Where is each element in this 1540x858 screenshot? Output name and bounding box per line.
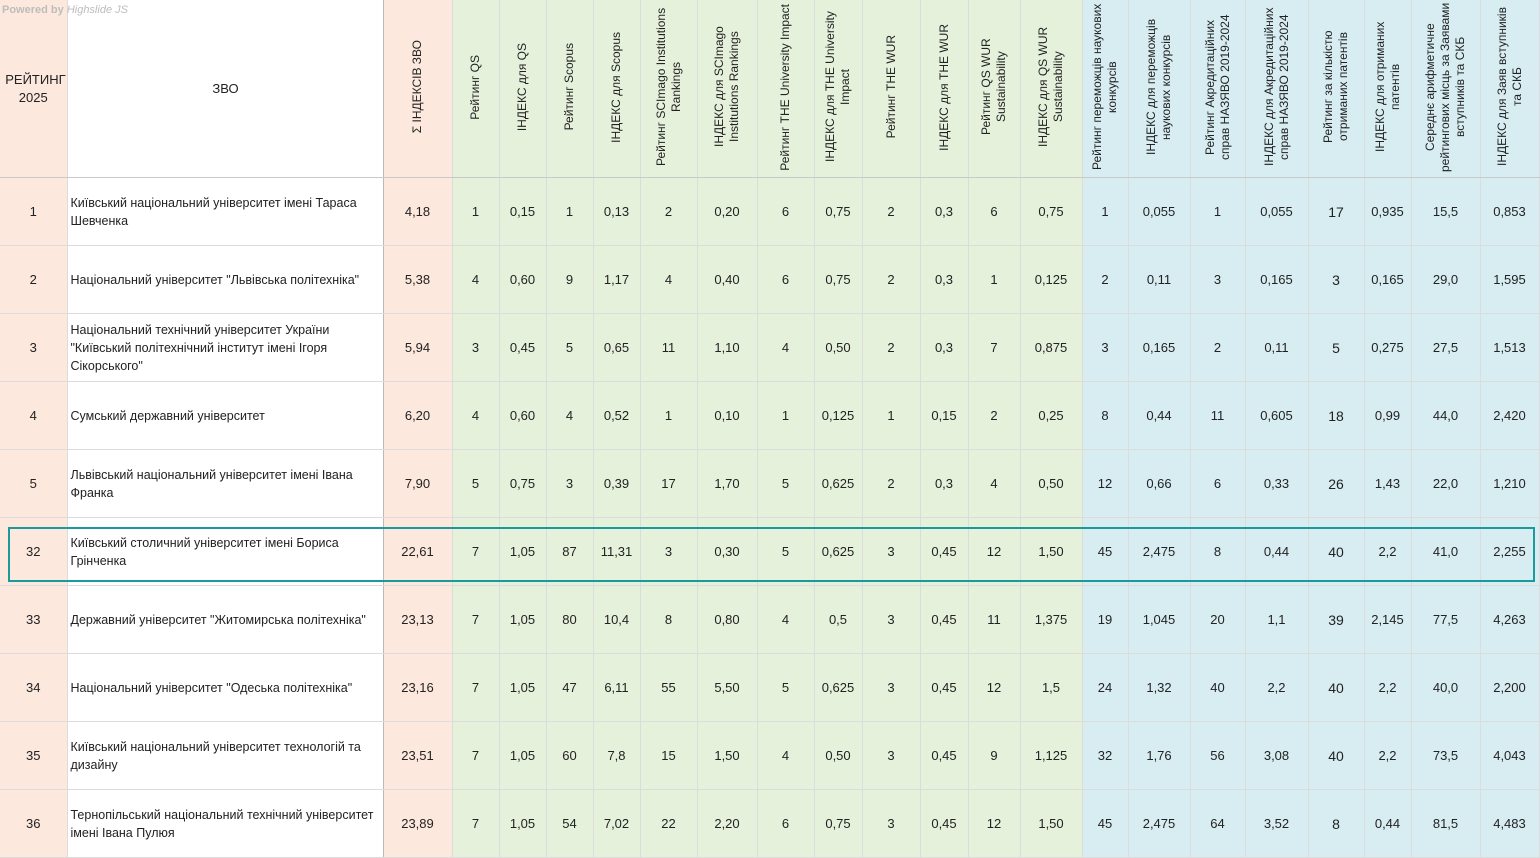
value-cell: 23,89	[383, 790, 452, 858]
value-cell: 7	[452, 518, 499, 586]
value-cell: 19	[1082, 586, 1128, 654]
value-cell: 6	[968, 178, 1020, 246]
value-cell: 0,30	[697, 518, 757, 586]
value-cell: 0,3	[920, 450, 968, 518]
value-cell: 0,165	[1245, 246, 1308, 314]
value-cell: 0,44	[1128, 382, 1190, 450]
value-cell: 1	[640, 382, 697, 450]
value-cell: 0,45	[920, 654, 968, 722]
value-cell: 5,94	[383, 314, 452, 382]
value-cell: 1,05	[499, 722, 546, 790]
table-row	[0, 450, 1539, 518]
value-cell: 0,65	[593, 314, 640, 382]
value-cell: 3	[1308, 246, 1364, 314]
value-cell: 41,0	[1411, 518, 1480, 586]
value-cell: 0,125	[814, 382, 862, 450]
value-cell: 1,375	[1020, 586, 1082, 654]
value-cell: 54	[546, 790, 593, 858]
institution-name-cell: Київський національний університет технологій та дизайну	[67, 722, 383, 790]
header-qs-sustainability-index	[1020, 0, 1082, 178]
value-cell: 40	[1308, 722, 1364, 790]
value-cell: 3	[1082, 314, 1128, 382]
header-label: Рейтинг QS	[468, 54, 482, 120]
value-cell: 4,263	[1480, 586, 1539, 654]
value-cell: 1,05	[499, 654, 546, 722]
header-the-impact-index	[814, 0, 862, 178]
rank-cell: 35	[0, 722, 67, 790]
value-cell: 1,210	[1480, 450, 1539, 518]
value-cell: 56	[1190, 722, 1245, 790]
value-cell: 23,16	[383, 654, 452, 722]
value-cell: 1	[757, 382, 814, 450]
header-label: ІНДЕКС для THE University Impact	[823, 11, 852, 163]
value-cell: 3	[452, 314, 499, 382]
institution-name-cell: Київський національний університет імені Тараса Шевченка	[67, 178, 383, 246]
value-cell: 3	[862, 722, 920, 790]
value-cell: 0,625	[814, 450, 862, 518]
table-row	[0, 246, 1539, 314]
header-label: Середнє арифметичне рейтингових місць за Заявами вступників та СКБ	[1423, 2, 1467, 172]
value-cell: 0,80	[697, 586, 757, 654]
header-label: ІНДЕКС для QS WUR Sustainability	[1036, 26, 1065, 148]
value-cell: 0,165	[1364, 246, 1411, 314]
value-cell: 7	[968, 314, 1020, 382]
value-cell: 0,50	[814, 722, 862, 790]
value-cell: 0,11	[1245, 314, 1308, 382]
rank-cell: 3	[0, 314, 67, 382]
rank-cell: 4	[0, 382, 67, 450]
value-cell: 1,50	[1020, 518, 1082, 586]
value-cell: 1	[968, 246, 1020, 314]
value-cell: 3	[862, 586, 920, 654]
value-cell: 44,0	[1411, 382, 1480, 450]
header-qs-sustainability-rank	[968, 0, 1020, 178]
value-cell: 0,99	[1364, 382, 1411, 450]
value-cell: 1,05	[499, 518, 546, 586]
header-scimago-rank	[640, 0, 697, 178]
value-cell: 4,043	[1480, 722, 1539, 790]
value-cell: 1,513	[1480, 314, 1539, 382]
header-institution	[67, 0, 383, 178]
rank-cell: 32	[0, 518, 67, 586]
institution-name-cell: Київський столичний університет імені Бориса Грінченка	[67, 518, 383, 586]
value-cell: 5,38	[383, 246, 452, 314]
value-cell: 1,17	[593, 246, 640, 314]
value-cell: 1	[1082, 178, 1128, 246]
value-cell: 0,11	[1128, 246, 1190, 314]
value-cell: 39	[1308, 586, 1364, 654]
institution-name-cell: Національний університет "Львівська політехніка"	[67, 246, 383, 314]
header-label: Рейтинг Scopus	[562, 43, 576, 131]
value-cell: 1,50	[697, 722, 757, 790]
value-cell: 0,40	[697, 246, 757, 314]
header-label: ІНДЕКС для отриманих патентів	[1372, 21, 1402, 153]
table-row	[0, 314, 1539, 382]
header-label: Рейтинг SCImago Institutions Rankings	[653, 7, 683, 167]
powered-by-label: Powered by Highslide JS	[2, 4, 128, 16]
header-grant-winners-rank	[1082, 0, 1128, 178]
value-cell: 2,2	[1364, 654, 1411, 722]
value-cell: 24	[1082, 654, 1128, 722]
header-label: Рейтинг Акредитаційних справ НАЗЯВО 2019-2024	[1202, 14, 1232, 160]
header-index-sum	[383, 0, 452, 178]
value-cell: 7	[452, 654, 499, 722]
value-cell: 1,05	[499, 586, 546, 654]
value-cell: 0,75	[814, 178, 862, 246]
value-cell: 9	[546, 246, 593, 314]
value-cell: 17	[640, 450, 697, 518]
value-cell: 1,1	[1245, 586, 1308, 654]
table-row	[0, 654, 1539, 722]
value-cell: 0,45	[920, 722, 968, 790]
header-label: Рейтинг QS WUR Sustainability	[979, 38, 1008, 136]
table-row	[0, 586, 1539, 654]
rank-cell: 5	[0, 450, 67, 518]
value-cell: 6	[757, 178, 814, 246]
value-cell: 80	[546, 586, 593, 654]
header-label: ІНДЕКС для Акредитаційних справ НАЗЯВО 2019-2024	[1261, 7, 1291, 167]
value-cell: 27,5	[1411, 314, 1480, 382]
value-cell: 12	[1082, 450, 1128, 518]
value-cell: 47	[546, 654, 593, 722]
value-cell: 4,483	[1480, 790, 1539, 858]
value-cell: 4	[640, 246, 697, 314]
value-cell: 0,45	[499, 314, 546, 382]
value-cell: 40	[1308, 518, 1364, 586]
header-the-wur-rank	[862, 0, 920, 178]
value-cell: 1,10	[697, 314, 757, 382]
value-cell: 0,60	[499, 382, 546, 450]
header-qs-index	[499, 0, 546, 178]
value-cell: 0,875	[1020, 314, 1082, 382]
value-cell: 20	[1190, 586, 1245, 654]
institution-name-cell: Національний технічний університет України "Київський політехнічний інститут імені Ігоря Сікорського"	[67, 314, 383, 382]
value-cell: 15,5	[1411, 178, 1480, 246]
value-cell: 73,5	[1411, 722, 1480, 790]
table-row	[0, 722, 1539, 790]
value-cell: 3	[546, 450, 593, 518]
table-row-highlighted	[0, 518, 1539, 586]
value-cell: 0,75	[499, 450, 546, 518]
value-cell: 0,853	[1480, 178, 1539, 246]
value-cell: 32	[1082, 722, 1128, 790]
value-cell: 5	[757, 518, 814, 586]
value-cell: 4	[968, 450, 1020, 518]
value-cell: 0,75	[1020, 178, 1082, 246]
value-cell: 1,05	[499, 790, 546, 858]
value-cell: 1	[546, 178, 593, 246]
value-cell: 0,45	[920, 586, 968, 654]
value-cell: 5	[452, 450, 499, 518]
value-cell: 3	[862, 654, 920, 722]
value-cell: 0,75	[814, 790, 862, 858]
value-cell: 12	[968, 654, 1020, 722]
value-cell: 6	[757, 246, 814, 314]
value-cell: 2,2	[1245, 654, 1308, 722]
value-cell: 2,145	[1364, 586, 1411, 654]
value-cell: 0,60	[499, 246, 546, 314]
value-cell: 45	[1082, 790, 1128, 858]
value-cell: 7,02	[593, 790, 640, 858]
value-cell: 2,20	[697, 790, 757, 858]
value-cell: 2	[862, 178, 920, 246]
header-scimago-index	[697, 0, 757, 178]
value-cell: 7,8	[593, 722, 640, 790]
header-label: Рейтинг переможців наукових конкурсів	[1090, 3, 1119, 171]
value-cell: 2,2	[1364, 722, 1411, 790]
value-cell: 1,5	[1020, 654, 1082, 722]
rank-cell: 2	[0, 246, 67, 314]
value-cell: 0,055	[1245, 178, 1308, 246]
value-cell: 26	[1308, 450, 1364, 518]
rank-cell: 33	[0, 586, 67, 654]
header-accreditation-rank	[1190, 0, 1245, 178]
value-cell: 1,50	[1020, 790, 1082, 858]
header-label: Рейтинг THE WUR	[883, 35, 898, 139]
value-cell: 40	[1190, 654, 1245, 722]
institution-name-cell: Державний університет "Житомирська політехніка"	[67, 586, 383, 654]
value-cell: 4	[452, 382, 499, 450]
value-cell: 0,5	[814, 586, 862, 654]
value-cell: 0,45	[920, 790, 968, 858]
value-cell: 3,08	[1245, 722, 1308, 790]
value-cell: 5	[757, 654, 814, 722]
institution-name-cell: Сумський державний університет	[67, 382, 383, 450]
value-cell: 4	[757, 722, 814, 790]
value-cell: 2,475	[1128, 518, 1190, 586]
value-cell: 5	[1308, 314, 1364, 382]
value-cell: 0,20	[697, 178, 757, 246]
rank-cell: 34	[0, 654, 67, 722]
value-cell: 1,125	[1020, 722, 1082, 790]
value-cell: 0,625	[814, 654, 862, 722]
value-cell: 0,13	[593, 178, 640, 246]
value-cell: 18	[1308, 382, 1364, 450]
header-grant-winners-index	[1128, 0, 1190, 178]
table-row	[0, 790, 1539, 858]
value-cell: 11	[968, 586, 1020, 654]
value-cell: 6,11	[593, 654, 640, 722]
value-cell: 2,255	[1480, 518, 1539, 586]
value-cell: 7	[452, 586, 499, 654]
value-cell: 2,2	[1364, 518, 1411, 586]
value-cell: 87	[546, 518, 593, 586]
header-the-impact-rank	[757, 0, 814, 178]
value-cell: 0,625	[814, 518, 862, 586]
value-cell: 4	[757, 586, 814, 654]
institution-name-cell: Львівський національний університет імені Івана Франка	[67, 450, 383, 518]
value-cell: 5	[757, 450, 814, 518]
value-cell: 0,15	[920, 382, 968, 450]
value-cell: 11	[640, 314, 697, 382]
value-cell: 22,61	[383, 518, 452, 586]
header-accreditation-index	[1245, 0, 1308, 178]
value-cell: 2	[968, 382, 1020, 450]
value-cell: 0,10	[697, 382, 757, 450]
value-cell: 3	[1190, 246, 1245, 314]
value-cell: 2	[862, 450, 920, 518]
value-cell: 23,13	[383, 586, 452, 654]
value-cell: 3	[862, 518, 920, 586]
value-cell: 0,50	[1020, 450, 1082, 518]
value-cell: 4,18	[383, 178, 452, 246]
value-cell: 0,125	[1020, 246, 1082, 314]
value-cell: 8	[1190, 518, 1245, 586]
rank-cell: 1	[0, 178, 67, 246]
value-cell: 0,33	[1245, 450, 1308, 518]
value-cell: 17	[1308, 178, 1364, 246]
value-cell: 0,275	[1364, 314, 1411, 382]
value-cell: 2	[640, 178, 697, 246]
value-cell: 0,25	[1020, 382, 1082, 450]
header-label: Σ ІНДЕКСІВ ЗВО	[410, 40, 424, 134]
value-cell: 2	[862, 314, 920, 382]
value-cell: 15	[640, 722, 697, 790]
value-cell: 64	[1190, 790, 1245, 858]
value-cell: 6	[1190, 450, 1245, 518]
value-cell: 81,5	[1411, 790, 1480, 858]
value-cell: 0,66	[1128, 450, 1190, 518]
header-label: Рейтинг THE University Impact	[778, 3, 792, 171]
value-cell: 29,0	[1411, 246, 1480, 314]
value-cell: 1,76	[1128, 722, 1190, 790]
header-scopus-index	[593, 0, 640, 178]
header-label: Рейтинг за кількістю отриманих патентів	[1321, 30, 1350, 144]
header-qs-rank	[452, 0, 499, 178]
value-cell: 0,44	[1364, 790, 1411, 858]
header-applicants-avg	[1411, 0, 1480, 178]
header-applicants-index	[1480, 0, 1539, 178]
value-cell: 0,605	[1245, 382, 1308, 450]
value-cell: 0,39	[593, 450, 640, 518]
rank-cell: 36	[0, 790, 67, 858]
value-cell: 1	[1190, 178, 1245, 246]
value-cell: 11	[1190, 382, 1245, 450]
value-cell: 1	[452, 178, 499, 246]
value-cell: 7	[452, 790, 499, 858]
value-cell: 5	[546, 314, 593, 382]
value-cell: 0,3	[920, 314, 968, 382]
value-cell: 12	[968, 790, 1020, 858]
value-cell: 2	[862, 246, 920, 314]
header-scopus-rank	[546, 0, 593, 178]
header-patents-rank	[1308, 0, 1364, 178]
value-cell: 1,32	[1128, 654, 1190, 722]
header-rank-2025	[0, 0, 67, 178]
value-cell: 1,595	[1480, 246, 1539, 314]
value-cell: 1,70	[697, 450, 757, 518]
value-cell: 12	[968, 518, 1020, 586]
header-label: ІНДЕКС для Заяв вступників та СКБ	[1494, 7, 1524, 167]
header-label: ЗВО	[212, 80, 239, 96]
value-cell: 23,51	[383, 722, 452, 790]
header-label: ІНДЕКС для SCImago Institutions Rankings	[712, 26, 741, 148]
value-cell: 45	[1082, 518, 1128, 586]
value-cell: 3,52	[1245, 790, 1308, 858]
value-cell: 8	[1082, 382, 1128, 450]
value-cell: 5,50	[697, 654, 757, 722]
value-cell: 0,935	[1364, 178, 1411, 246]
value-cell: 4	[757, 314, 814, 382]
value-cell: 7,90	[383, 450, 452, 518]
value-cell: 0,055	[1128, 178, 1190, 246]
value-cell: 6,20	[383, 382, 452, 450]
value-cell: 4	[452, 246, 499, 314]
value-cell: 0,75	[814, 246, 862, 314]
value-cell: 0,45	[920, 518, 968, 586]
value-cell: 0,50	[814, 314, 862, 382]
value-cell: 0,165	[1128, 314, 1190, 382]
value-cell: 2,200	[1480, 654, 1539, 722]
value-cell: 3	[862, 790, 920, 858]
header-label: ІНДЕКС для QS	[515, 42, 529, 132]
header-patents-index	[1364, 0, 1411, 178]
value-cell: 0,44	[1245, 518, 1308, 586]
value-cell: 40,0	[1411, 654, 1480, 722]
institution-name-cell: Тернопільський національний технічний університет імені Івана Пулюя	[67, 790, 383, 858]
header-label: ІНДЕКС для Scopus	[609, 31, 623, 143]
header-label: ІНДЕКС для THE WUR	[936, 23, 951, 151]
value-cell: 77,5	[1411, 586, 1480, 654]
value-cell: 2,475	[1128, 790, 1190, 858]
value-cell: 55	[640, 654, 697, 722]
value-cell: 7	[452, 722, 499, 790]
value-cell: 0,15	[499, 178, 546, 246]
value-cell: 22,0	[1411, 450, 1480, 518]
table-row	[0, 382, 1539, 450]
value-cell: 1,045	[1128, 586, 1190, 654]
value-cell: 8	[640, 586, 697, 654]
value-cell: 0,52	[593, 382, 640, 450]
value-cell: 3	[640, 518, 697, 586]
institution-name-cell: Національний університет "Одеська політехніка"	[67, 654, 383, 722]
value-cell: 2,420	[1480, 382, 1539, 450]
value-cell: 9	[968, 722, 1020, 790]
value-cell: 1,43	[1364, 450, 1411, 518]
header-the-wur-index	[920, 0, 968, 178]
value-cell: 0,3	[920, 178, 968, 246]
header-label: РЕЙТИНГ 2025	[5, 71, 66, 105]
table-header-row	[0, 0, 1539, 178]
value-cell: 4	[546, 382, 593, 450]
value-cell: 6	[757, 790, 814, 858]
value-cell: 60	[546, 722, 593, 790]
value-cell: 40	[1308, 654, 1364, 722]
value-cell: 11,31	[593, 518, 640, 586]
table-row	[0, 178, 1539, 246]
value-cell: 8	[1308, 790, 1364, 858]
value-cell: 10,4	[593, 586, 640, 654]
value-cell: 0,3	[920, 246, 968, 314]
value-cell: 22	[640, 790, 697, 858]
header-label: ІНДЕКС для переможців наукових конкурсів	[1144, 18, 1173, 156]
value-cell: 2	[1190, 314, 1245, 382]
value-cell: 2	[1082, 246, 1128, 314]
value-cell: 1	[862, 382, 920, 450]
